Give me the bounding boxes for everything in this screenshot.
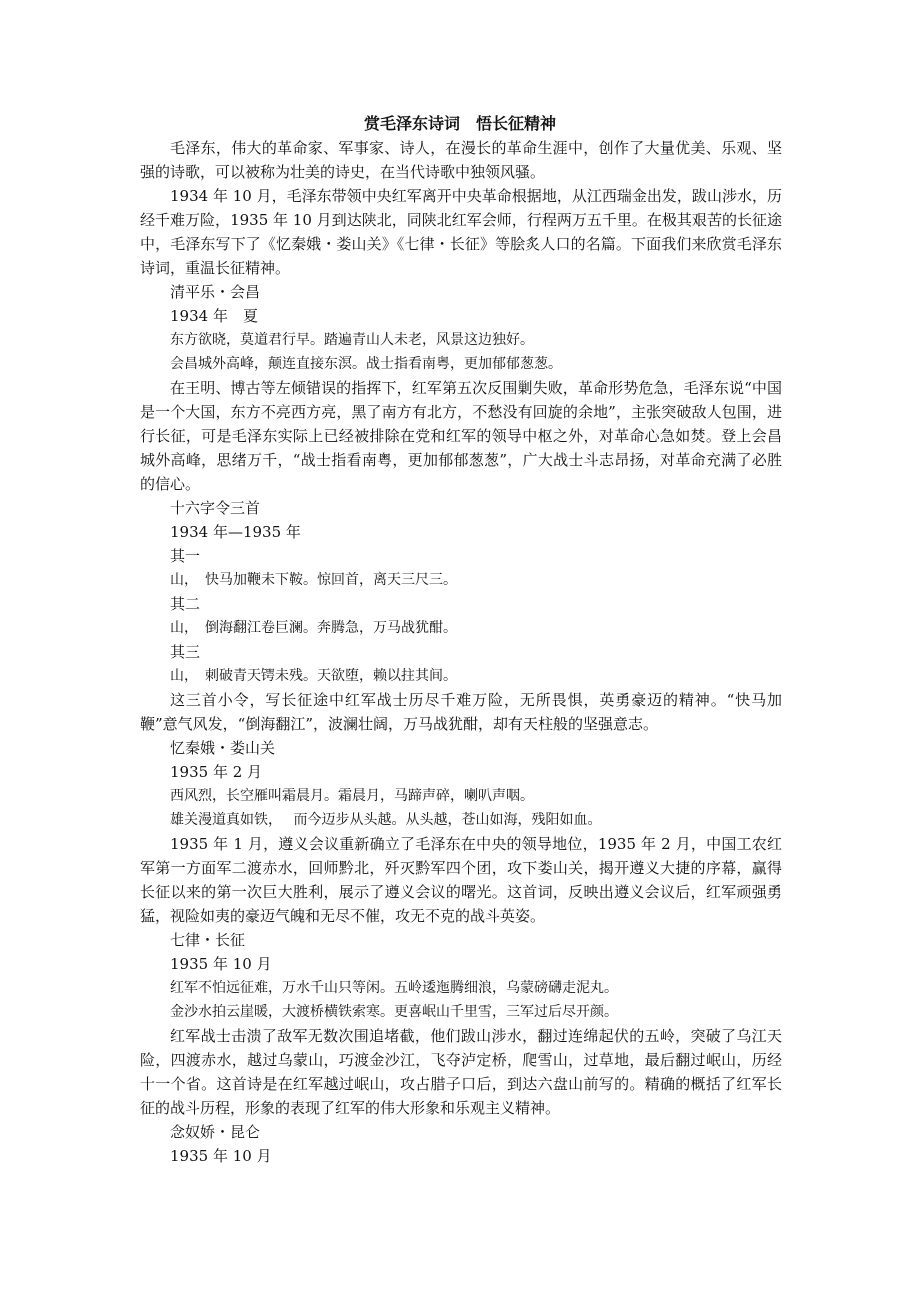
document-body — [140, 136, 782, 1168]
poem-date: 1935 年 10 月 — [170, 1147, 272, 1165]
poem-line: 雄关漫道真如铁， 而今迈步从头越。从头越，苍山如海，残阳如血。 — [170, 812, 602, 828]
poem-line: 山， 刺破青天锷未残。天欲堕，赖以拄其间。 — [170, 668, 457, 684]
poem-line: 西风烈，长空雁叫霜晨月。霜晨月，马蹄声碎，喇叭声咽。 — [170, 788, 534, 804]
poem-date: 1935 年 10 月 — [170, 955, 272, 973]
poem-part-label: 其一 — [170, 547, 201, 565]
poem-line: 红军不怕远征难，万水千山只等闲。五岭逶迤腾细浪，乌蒙磅礴走泥丸。 — [170, 980, 618, 996]
commentary-paragraph: 在王明、博古等左倾错误的指挥下，红军第五次反围剿失败，革命形势危急，毛泽东说“中国是一个大国，东方不亮西方亮，黑了南方有北方，不愁没有回旋的余地”，主张突破敌人包围，进行长征，可是毛泽东实际上已经被排除在党和红军的领导中枢之外，对革命心急如焚。登上会昌城外高峰，思绪万千，“战士指看南粤，更加郁郁葱葱”，广大战士斗志昂扬，对革命充满了必胜的信心。 — [140, 379, 782, 493]
poem-date: 1934 年—1935 年 — [170, 523, 301, 541]
poem-line: 会昌城外高峰，颠连直接东溟。战士指看南粤，更加郁郁葱葱。 — [170, 356, 562, 372]
poem-part-label: 其三 — [170, 643, 201, 661]
background-paragraph: 1934 年 10 月，毛泽东带领中央红军离开中央革命根据地，从江西瑞金出发，跋山涉水，历经千难万险，1935 年 10 月到达陕北，同陕北红军会师，行程两万五千里。在极其艰苦的长征途中，毛泽东写下了《忆秦娥・娄山关》《七律・长征》等脍炙人口的名篇。下面我们来欣赏毛泽东诗词，重温长征精神。 — [140, 187, 782, 277]
poem-title: 忆秦娥・娄山关 — [170, 739, 276, 757]
poem-title: 念奴娇・昆仑 — [170, 1123, 261, 1141]
poem-line: 东方欲晓，莫道君行早。踏遍青山人未老，风景这边独好。 — [170, 332, 534, 348]
poem-date: 1934 年 夏 — [170, 307, 258, 325]
poem-line: 金沙水拍云崖暖，大渡桥横铁索寒。更喜岷山千里雪，三军过后尽开颜。 — [170, 1004, 618, 1020]
document-title: 赏毛泽东诗词 悟长征精神 — [363, 114, 556, 133]
poem-line: 山， 倒海翻江卷巨澜。奔腾急，万马战犹酣。 — [170, 620, 457, 636]
commentary-paragraph: 这三首小令，写长征途中红军战士历尽千难万险，无所畏惧，英勇豪迈的精神。“快马加鞭”意气风发，“倒海翻江”，波澜壮阔，万马战犹酣，却有天柱般的坚强意志。 — [140, 691, 782, 733]
commentary-paragraph: 1935 年 1 月，遵义会议重新确立了毛泽东在中央的领导地位，1935 年 2 月，中国工农红军第一方面军二渡赤水，回师黔北，歼灭黔军四个团，攻下娄山关，揭开遵义大捷的序幕，赢得长征以来的第一次巨大胜利，展示了遵义会议的曙光。这首词，反映出遵义会议后，红军顽强勇猛，视险如夷的豪迈气魄和无尽不催，攻无不克的战斗英姿。 — [140, 835, 782, 925]
poem-title: 清平乐・会昌 — [170, 283, 261, 301]
poem-title: 七律・长征 — [170, 931, 246, 949]
poem-date: 1935 年 2 月 — [170, 763, 263, 781]
intro-paragraph: 毛泽东，伟大的革命家、军事家、诗人，在漫长的革命生涯中，创作了大量优美、乐观、坚强的诗歌，可以被称为壮美的诗史，在当代诗歌中独领风骚。 — [140, 139, 782, 181]
poem-line: 山， 快马加鞭未下鞍。惊回首，离天三尺三。 — [170, 572, 457, 588]
poem-title: 十六字令三首 — [170, 499, 261, 517]
poem-part-label: 其二 — [170, 595, 201, 613]
commentary-paragraph: 红军战士击溃了敌军无数次围追堵截，他们跋山涉水，翻过连绵起伏的五岭，突破了乌江天险，四渡赤水，越过乌蒙山，巧渡金沙江，飞夺泸定桥，爬雪山，过草地，最后翻过岷山，历经十一个省。这首诗是在红军越过岷山，攻占腊子口后，到达六盘山前写的。精确的概括了红军长征的战斗历程，形象的表现了红军的伟大形象和乐观主义精神。 — [140, 1027, 782, 1117]
